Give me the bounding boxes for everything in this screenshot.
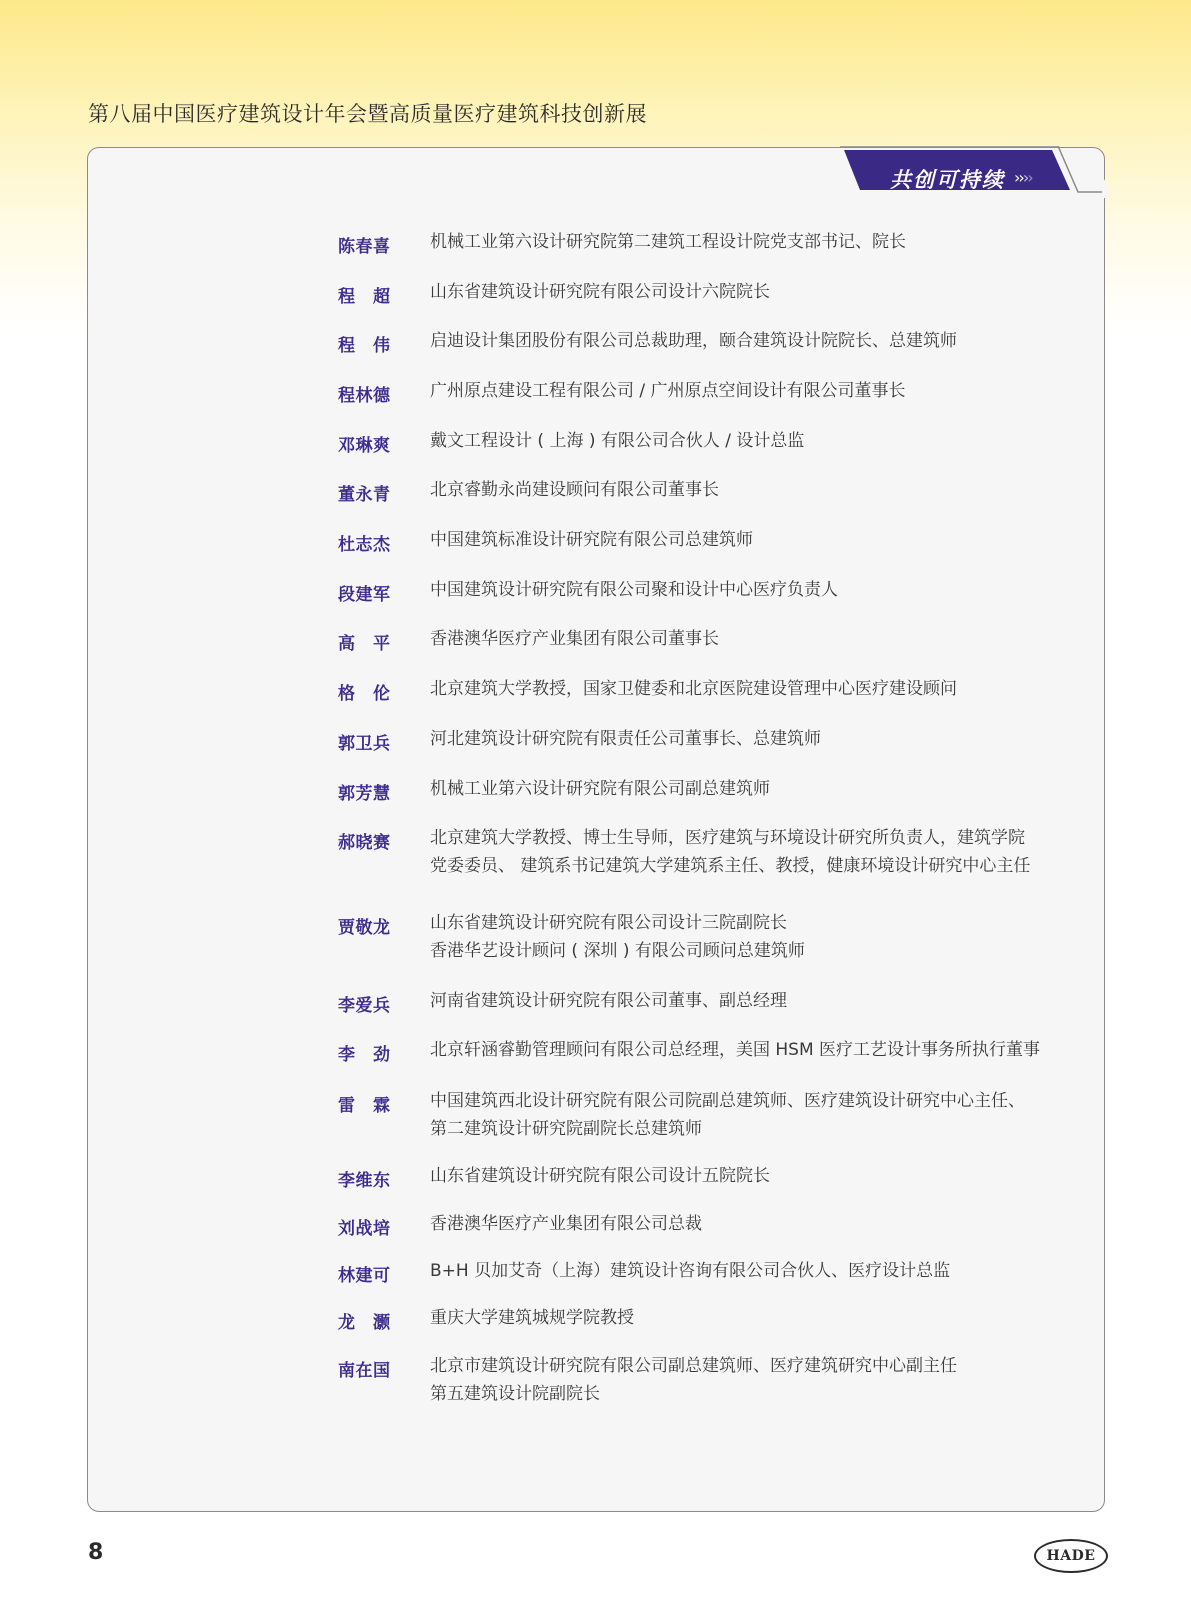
member-name: 雷 霖 — [338, 1096, 391, 1116]
member-name: 程林德 — [338, 386, 391, 406]
arrow-indicator-icon: ›››› — [1014, 168, 1032, 187]
member-title-line: 北京睿勤永尚建设顾问有限公司董事长 — [430, 480, 719, 500]
member-name: 陈春喜 — [338, 237, 391, 257]
member-title — [430, 427, 1080, 455]
member-name: 李爱兵 — [338, 996, 391, 1016]
member-title — [430, 576, 1080, 604]
member-title-line: 香港澳华医疗产业集团有限公司董事长 — [430, 629, 719, 649]
member-title — [430, 675, 1080, 703]
member-title-line: 河南省建筑设计研究院有限公司董事、副总经理 — [430, 991, 787, 1011]
member-title-line: 香港华艺设计顾问 ( 深圳 ) 有限公司顾问总建筑师 — [430, 941, 805, 961]
member-title-line: 香港澳华医疗产业集团有限公司总裁 — [430, 1214, 702, 1234]
member-name: 杜志杰 — [338, 535, 391, 555]
member-title — [430, 1352, 1080, 1408]
member-title — [430, 526, 1080, 554]
member-name: 李维东 — [338, 1171, 391, 1191]
member-title — [430, 775, 1080, 803]
member-title-line: 第二建筑设计研究院副院长总建筑师 — [430, 1119, 702, 1139]
member-title-line: B+H 贝加艾奇（上海）建筑设计咨询有限公司合伙人、医疗设计总监 — [430, 1261, 951, 1281]
member-name: 南在国 — [338, 1361, 391, 1381]
member-title — [430, 377, 1080, 405]
member-name: 段建军 — [338, 585, 391, 605]
member-name: 郭卫兵 — [338, 734, 391, 754]
member-name: 李 劲 — [338, 1045, 391, 1065]
member-title-line: 北京建筑大学教授、博士生导师，医疗建筑与环境设计研究所负责人，建筑学院 — [430, 828, 1025, 848]
member-title-line: 中国建筑标准设计研究院有限公司总建筑师 — [430, 530, 753, 550]
member-title — [430, 1162, 1080, 1190]
member-name: 董永青 — [338, 485, 391, 505]
member-name: 郝晓赛 — [338, 833, 391, 853]
member-name: 格 伦 — [338, 684, 391, 704]
member-title-line: 河北建筑设计研究院有限责任公司董事长、总建筑师 — [430, 729, 821, 749]
member-name: 贾敬龙 — [338, 918, 391, 938]
member-title-line: 山东省建筑设计研究院有限公司设计三院副院长 — [430, 913, 787, 933]
member-title — [430, 228, 1080, 256]
member-name: 邓琳爽 — [338, 436, 391, 456]
member-title-line: 北京建筑大学教授，国家卫健委和北京医院建设管理中心医疗建设顾问 — [430, 679, 957, 699]
member-title — [430, 725, 1080, 753]
page-number: 8 — [88, 1540, 104, 1565]
member-title-line: 启迪设计集团股份有限公司总裁助理，颐合建筑设计院院长、总建筑师 — [430, 331, 957, 351]
member-title — [430, 909, 1080, 965]
member-title-line: 山东省建筑设计研究院有限公司设计五院院长 — [430, 1166, 770, 1186]
member-title — [430, 987, 1080, 1015]
member-title-line: 广州原点建设工程有限公司 / 广州原点空间设计有限公司董事长 — [430, 381, 906, 401]
member-name: 高 平 — [338, 634, 391, 654]
member-name: 刘战培 — [338, 1219, 391, 1239]
member-title-line: 北京市建筑设计研究院有限公司副总建筑师、医疗建筑研究中心副主任 — [430, 1356, 957, 1376]
member-title-line: 第五建筑设计院副院长 — [430, 1384, 600, 1404]
page-header-title: 第八届中国医疗建筑设计年会暨高质量医疗建筑科技创新展 — [88, 102, 647, 126]
member-title-line: 机械工业第六设计研究院有限公司副总建筑师 — [430, 779, 770, 799]
member-title — [430, 824, 1080, 880]
member-title — [430, 278, 1080, 306]
section-tab-label: 共创可持续 — [890, 168, 1005, 192]
member-title — [430, 1210, 1080, 1238]
member-title — [430, 1036, 1080, 1064]
member-title — [430, 1087, 1080, 1143]
member-title — [430, 476, 1080, 504]
member-name: 林建可 — [338, 1266, 391, 1286]
member-title — [430, 625, 1080, 653]
member-name: 程 伟 — [338, 336, 391, 356]
member-name: 龙 灏 — [338, 1313, 391, 1333]
member-name: 程 超 — [338, 287, 391, 307]
member-title-line: 山东省建筑设计研究院有限公司设计六院院长 — [430, 282, 770, 302]
brand-logo: HADE — [1034, 1539, 1108, 1573]
member-title-line: 中国建筑西北设计研究院有限公司院副总建筑师、医疗建筑设计研究中心主任、 — [430, 1091, 1025, 1111]
member-title-line: 戴文工程设计 ( 上海 ) 有限公司合伙人 / 设计总监 — [430, 431, 805, 451]
member-title — [430, 327, 1080, 355]
member-title-line: 中国建筑设计研究院有限公司聚和设计中心医疗负责人 — [430, 580, 838, 600]
member-title-line: 党委委员、 建筑系书记建筑大学建筑系主任、教授，健康环境设计研究中心主任 — [430, 856, 1031, 876]
member-title — [430, 1304, 1080, 1332]
member-name: 郭芳慧 — [338, 784, 391, 804]
member-title — [430, 1257, 1080, 1285]
member-title-line: 北京轩涵睿勤管理顾问有限公司总经理，美国 HSM 医疗工艺设计事务所执行董事 — [430, 1040, 1041, 1060]
member-title-line: 重庆大学建筑城规学院教授 — [430, 1308, 634, 1328]
member-title-line: 机械工业第六设计研究院第二建筑工程设计院党支部书记、院长 — [430, 232, 906, 252]
